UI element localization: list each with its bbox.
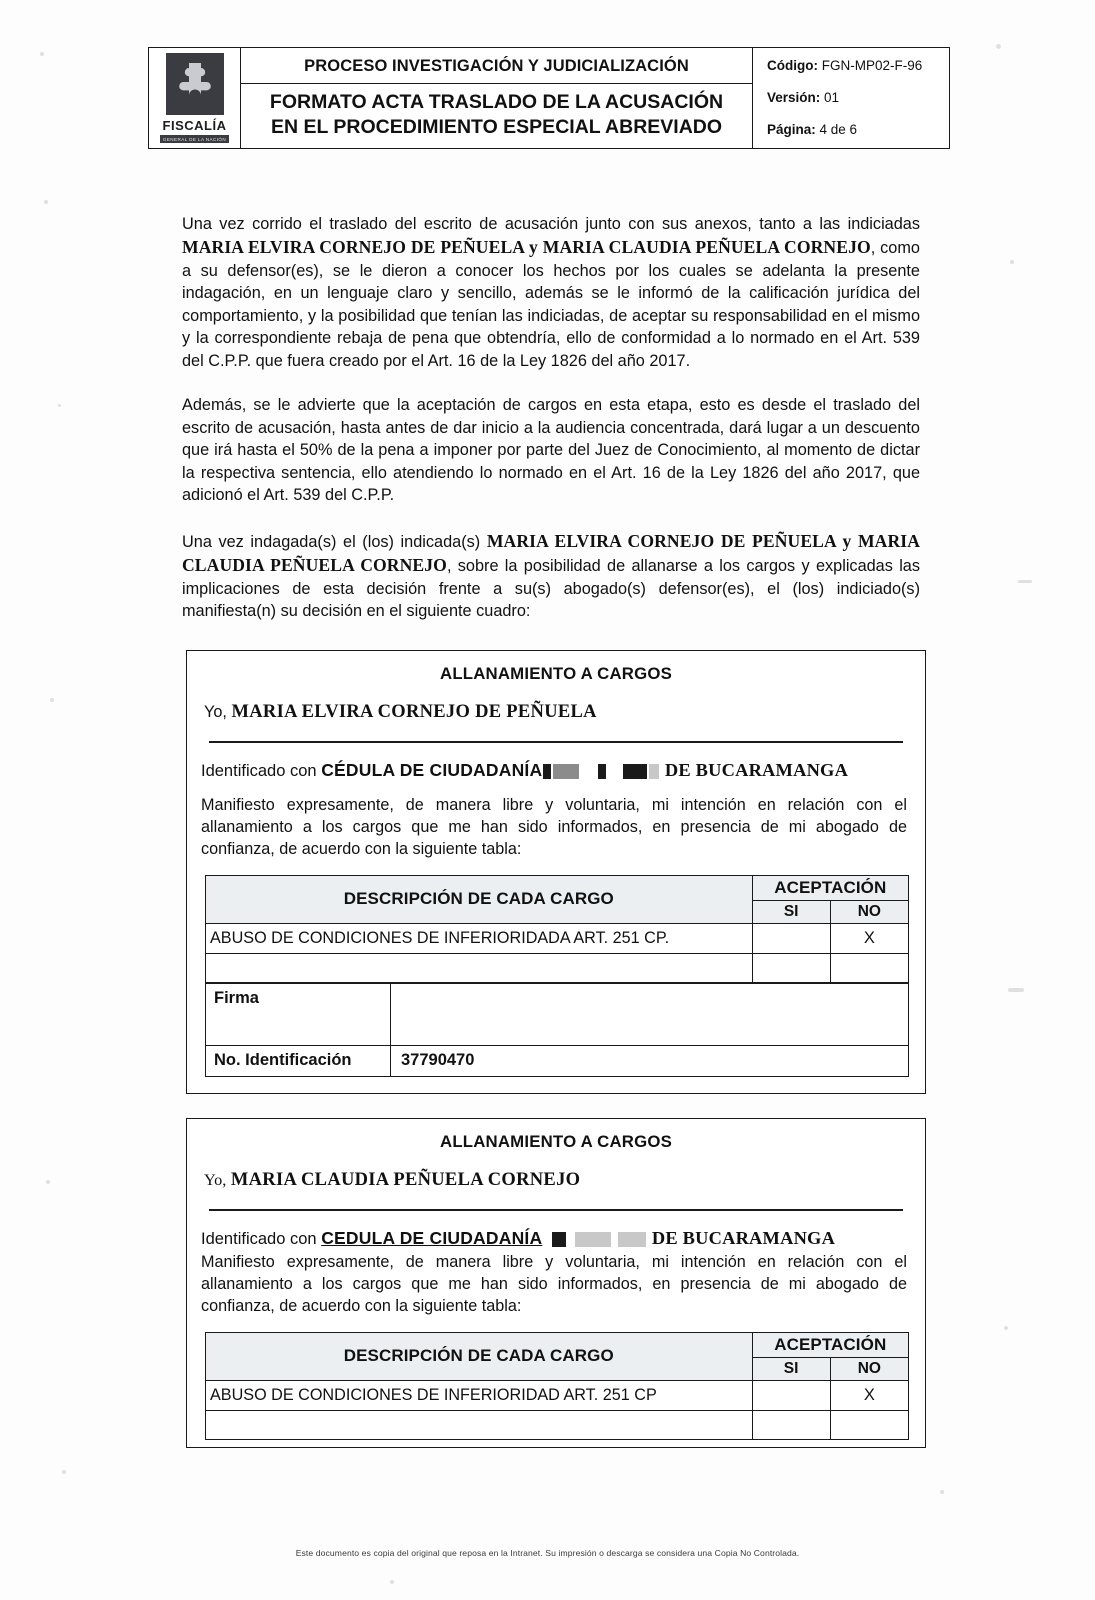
cargo-description bbox=[206, 953, 753, 982]
scan-speck bbox=[62, 1470, 66, 1474]
cargo-no-cell[interactable]: X bbox=[830, 923, 908, 953]
pagina-value: 4 de 6 bbox=[819, 122, 858, 138]
form-title-line-1: FORMATO ACTA TRASLADO DE LA ACUSACIÓN bbox=[269, 91, 724, 113]
cargo-si-cell[interactable] bbox=[752, 923, 830, 953]
allanamiento-box-1 bbox=[186, 650, 926, 1094]
allanamiento-1-statement: Manifiesto expresamente, de manera libre y voluntaria, mi intención en relación con el allanamiento a los cargos que me han sido informados, en presencia de mi abogado de confianza, de acuerdo con la siguiente tabla: bbox=[201, 796, 907, 859]
document-footer: Este documento es copia del original que reposa en la Intranet. Su impresión o descarga se considera una Copia No Controlada. bbox=[295, 1548, 800, 1558]
cargo-si-cell[interactable] bbox=[752, 953, 830, 982]
cargo-si-cell[interactable] bbox=[752, 1380, 830, 1410]
fiscalia-logo bbox=[149, 48, 241, 148]
form-title bbox=[241, 84, 752, 148]
scan-speck bbox=[1004, 1326, 1008, 1330]
no-identificacion-label: No. Identificación bbox=[206, 1045, 391, 1076]
col-yes-1: SI bbox=[752, 900, 830, 923]
form-title-line-2: EN EL PROCEDIMIENTO ESPECIAL ABREVIADO bbox=[270, 115, 723, 138]
firma-table-1 bbox=[205, 983, 909, 1077]
paragraph-3-part-a: Una vez indagada(s) el (los) indicada(s) bbox=[182, 532, 487, 551]
table-row bbox=[206, 923, 909, 953]
declarant-name-1: MARIA ELVIRA CORNEJO DE PEÑUELA bbox=[231, 702, 597, 722]
identificado-label-1: Identificado con bbox=[201, 762, 317, 780]
cargo-description: ABUSO DE CONDICIONES DE INFERIORIDADA ART. 251 CP. bbox=[206, 923, 753, 953]
paragraph-2: Además, se le advierte que la aceptación de cargos en esta etapa, esto es desde el traslado del escrito de acusación, hasta antes de dar inicio a la audiencia concentrada, dará lugar a un descuento que irá hasta el 50% de la pena a imponer por parte del Juez de Conocimiento, al momento de dictar la respectiva sentencia, ello atendiendo lo normado en el Art. 16 de la Ley 1826 del año 2017, que adicionó el Art. 539 del C.P.P. bbox=[182, 396, 920, 505]
col-acceptance-2: ACEPTACIÓN bbox=[752, 1332, 908, 1357]
scan-speck bbox=[58, 404, 61, 407]
pagina-label: Página: bbox=[767, 122, 816, 138]
scan-speck bbox=[50, 698, 54, 702]
header-metadata-cell bbox=[753, 48, 949, 148]
fiscalia-submark: GENERAL DE LA NACIÓN bbox=[160, 135, 229, 143]
fiscalia-wordmark: FISCALÍA bbox=[162, 118, 227, 134]
redaction-block bbox=[543, 764, 551, 779]
redaction-block bbox=[623, 764, 647, 779]
paragraph-3-name-2: MARIA CLAUDIA PEÑUELA CORNEJO bbox=[182, 530, 921, 576]
col-yes-2: SI bbox=[752, 1357, 830, 1380]
redaction-block bbox=[575, 1232, 611, 1247]
cargo-no-cell[interactable] bbox=[830, 953, 908, 982]
allanamiento-2-declarant bbox=[187, 1158, 925, 1195]
codigo-value: FGN-MP02-F-96 bbox=[821, 58, 923, 74]
paragraph-1-part-b: y bbox=[524, 237, 543, 258]
allanamiento-1-title: ALLANAMIENTO A CARGOS bbox=[440, 664, 672, 683]
firma-signature-area[interactable] bbox=[391, 983, 909, 1045]
redaction-block bbox=[618, 1232, 646, 1247]
scan-speck bbox=[1018, 580, 1032, 583]
document-type-2: CEDULA DE CIUDADANÍA bbox=[321, 1228, 543, 1248]
cargo-no-cell[interactable] bbox=[830, 1410, 908, 1439]
document-header-table bbox=[148, 47, 950, 149]
issuing-city-2: DE BUCARAMANGA bbox=[651, 1228, 836, 1248]
redaction-block bbox=[649, 764, 659, 779]
table-row bbox=[206, 1410, 909, 1439]
paragraph-3-name-1: MARIA ELVIRA CORNEJO DE PEÑUELA bbox=[486, 530, 836, 551]
allanamiento-1-declarant bbox=[187, 690, 925, 727]
allanamiento-2-identification bbox=[187, 1211, 925, 1249]
scan-speck bbox=[40, 52, 44, 56]
yo-label-2: Yo, bbox=[204, 1170, 227, 1189]
paragraph-1-part-c: , como a su defensor(es), se le dieron a conocer los hechos por los cuales se adelanta la presente indagación, en un lenguaje claro y sencillo, además se le informó de la calificación jurídica del comportamiento, y la posibilidad que tenían las indiciadas, de aceptar su responsabilidad en el mismo y la correspondiente rebaja de pena que obtendría, ello de conformidad a lo normado en el Art. 539 del C.P.P. que fuera creado por el Art. 16 de la Ley 1826 del año 2017. bbox=[182, 239, 920, 370]
scan-speck bbox=[996, 44, 1001, 49]
paragraph-1-part-a: Una vez corrido el traslado del escrito de acusación junto con sus anexos, tanto a las indiciadas bbox=[182, 215, 920, 233]
identificacion-row bbox=[206, 1045, 909, 1076]
firma-label: Firma bbox=[206, 983, 391, 1045]
paragraph-1-name-1: MARIA ELVIRA CORNEJO DE PEÑUELA bbox=[182, 237, 525, 258]
version-field bbox=[767, 90, 949, 105]
cargo-si-cell[interactable] bbox=[752, 1410, 830, 1439]
pagina-field bbox=[767, 122, 949, 137]
puzzle-piece-icon bbox=[166, 53, 224, 115]
allanamiento-2-title: ALLANAMIENTO A CARGOS bbox=[440, 1132, 672, 1151]
scan-speck bbox=[1008, 988, 1024, 992]
col-acceptance-1: ACEPTACIÓN bbox=[752, 875, 908, 900]
allanamiento-1-identification bbox=[187, 743, 925, 781]
redaction-block bbox=[598, 764, 606, 779]
cargo-table-2 bbox=[205, 1332, 909, 1440]
codigo-field bbox=[767, 58, 949, 73]
cargo-no-cell[interactable]: X bbox=[830, 1380, 908, 1410]
process-title: PROCESO INVESTIGACIÓN Y JUDICIALIZACIÓN bbox=[241, 48, 752, 84]
document-body bbox=[182, 213, 920, 645]
scan-speck bbox=[44, 200, 48, 204]
version-label: Versión: bbox=[767, 90, 821, 106]
scan-speck bbox=[1010, 260, 1014, 264]
cargo-description: ABUSO DE CONDICIONES DE INFERIORIDAD ART. 251 CP bbox=[206, 1380, 753, 1410]
paragraph-1 bbox=[182, 213, 920, 372]
scan-speck bbox=[940, 1490, 944, 1494]
cargo-description bbox=[206, 1410, 753, 1439]
paragraph-3-part-c: , sobre la posibilidad de allanarse a los cargos y explicadas las implicaciones de esta decisión frente a su(s) abogado(s) defensor(es), el (los) indiciado(s) manifiesta(n) su decisión en el siguiente cuadro: bbox=[182, 557, 921, 621]
codigo-label: Código: bbox=[767, 58, 818, 74]
allanamiento-box-2 bbox=[186, 1118, 926, 1448]
redaction-block bbox=[552, 1232, 566, 1247]
scan-speck bbox=[46, 1180, 50, 1184]
yo-label-1: Yo, bbox=[204, 703, 227, 721]
firma-row bbox=[206, 983, 909, 1045]
declarant-name-2: MARIA CLAUDIA PEÑUELA CORNEJO bbox=[230, 1170, 581, 1190]
redaction-block bbox=[553, 764, 579, 779]
col-description-1: DESCRIPCIÓN DE CADA CARGO bbox=[206, 875, 753, 923]
paragraph-3 bbox=[182, 529, 920, 623]
scan-speck bbox=[390, 1580, 394, 1584]
col-description-2: DESCRIPCIÓN DE CADA CARGO bbox=[206, 1332, 753, 1380]
no-identificacion-value: 37790470 bbox=[391, 1045, 909, 1076]
issuing-city-1: DE BUCARAMANGA bbox=[664, 760, 849, 780]
version-value: 01 bbox=[824, 90, 840, 106]
paragraph-3-part-b: y bbox=[835, 530, 858, 551]
cargo-table-1 bbox=[205, 875, 909, 983]
table-header-row bbox=[206, 875, 909, 900]
col-no-1: NO bbox=[830, 900, 908, 923]
col-no-2: NO bbox=[830, 1357, 908, 1380]
document-type-1: CÉDULA DE CIUDADANÍA bbox=[321, 760, 543, 780]
paragraph-1-name-2: MARIA CLAUDIA PEÑUELA CORNEJO bbox=[542, 237, 871, 258]
table-row bbox=[206, 953, 909, 982]
table-header-row bbox=[206, 1332, 909, 1357]
identificado-label-2: Identificado con bbox=[201, 1230, 317, 1248]
allanamiento-2-statement: Manifiesto expresamente, de manera libre y voluntaria, mi intención en relación con el allanamiento a los cargos que me han sido informados, en presencia de mi abogado de confianza, de acuerdo con la siguiente tabla: bbox=[201, 1253, 907, 1316]
table-row bbox=[206, 1380, 909, 1410]
header-title-cell bbox=[241, 48, 753, 148]
